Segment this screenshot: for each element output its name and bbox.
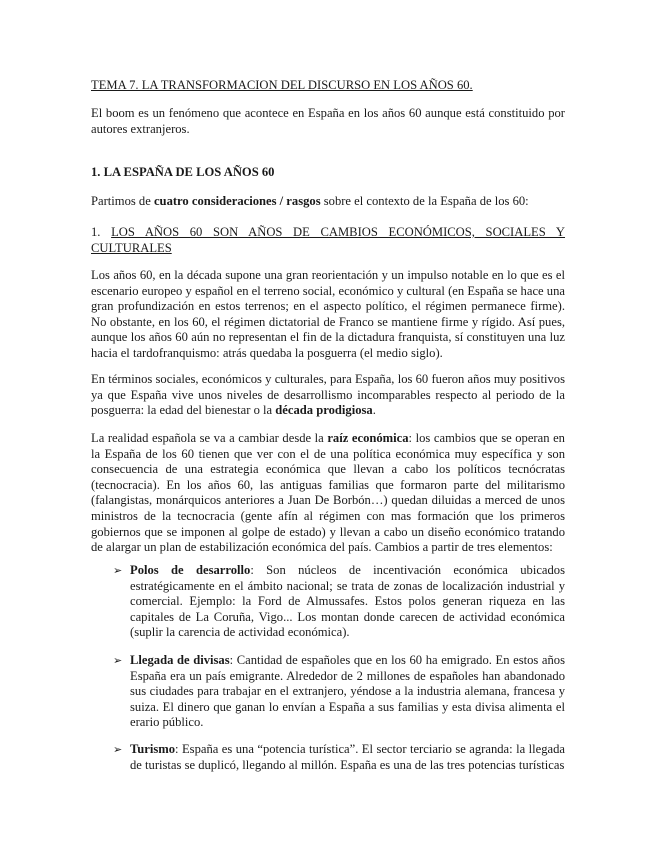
paragraph-3-text: La realidad española se va a cambiar desde la xyxy=(91,431,328,445)
paragraph-1: Los años 60, en la década supone una gran reorientación y un impulso notable en lo que es el escenario europeo y español en el terreno social, económico y cultural (en España se hace una gran profundización en estos terrenos; en el aspecto político, el régimen permanece firme). No obstante, en los 60, el régimen dictatorial de Franco se mantiene firme y rígido. Así pues, aunque los años 60 aún no representan el fin de la dictadura franquista, sí constituyen una luz hacia el tardofranquismo: atrás quedaba la posguerra (el medio siglo). xyxy=(91,268,565,360)
intro-paragraph: El boom es un fenómeno que acontece en España en los años 60 aunque está constituido por autores extranjeros. xyxy=(91,106,565,136)
bullet-item xyxy=(130,563,565,641)
bullet-label: Llegada de divisas xyxy=(130,653,230,667)
paragraph-2-end: . xyxy=(372,403,376,418)
considerations-paragraph xyxy=(91,194,565,210)
paragraph-3-bold: raíz económica xyxy=(327,431,409,445)
paragraph-3-rest: : los cambios que se operan en la España de los 60 tienen que ver con el de una política económica muy específica y son consecuencia de una estrategia económica que llevan a cabo los políticos tecnócratas (tecnocracia). En los años 60, las antiguas familias que formaron parte del militarismo (falangistas, monárquicos anteriores a Juan De Borbón…) quedan diluidas a merced de unos ministros de la tecnocracia (gente afín al régimen con mas formación que los primeros gobiernos que se imponen al golpe de estado) y llevan a cabo un diseño económico tratando de alargar un plan de estabilización económica del país. Cambios a partir de tres elementos: xyxy=(91,431,565,555)
bullet-body: : Cantidad de españoles que en los 60 ha emigrado. En estos años España era un país emigrante. Alrededor de 2 millones de españoles han abandonado sus ciudades para trabajar en el extranjero, yéndose a la industria alemana, francesa y suiza. El dinero que ganan lo envían a España a sus familias y esta divisa alimenta el erario público. xyxy=(130,653,566,730)
subsection-heading xyxy=(91,225,565,256)
considerations-bold: cuatro consideraciones / rasgos xyxy=(153,194,321,208)
bullet-body: : Son núcleos de incentivación económica ubicados estratégicamente en el ámbito nacional; se trata de zonas de localización industrial y comercial. Ejemplo: la Ford de Almussafes. Estos polos generan riqueza en las capitales de La Coruña, Vigo... Los montan donde carecen de actividad económica (suplir la carencia de actividad económica). xyxy=(130,563,565,640)
arrow-bullet-icon: ➢ xyxy=(113,743,123,756)
paragraph-2-text: En términos sociales, económicos y culturales, para España, los 60 fueron años muy positivos ya que España vive unos niveles de desarrollismo incomparables respecto al periodo de la posguerra: la edad del bienestar o la xyxy=(91,372,565,418)
bullet-body: : España es una “potencia turística”. El sector terciario se agranda: la llegada de turistas se duplicó, llegando al millón. España es una de las tres potencias turísticas xyxy=(130,742,565,772)
document-title: TEMA 7. LA TRANSFORMACION DEL DISCURSO EN LOS AÑOS 60. xyxy=(91,78,473,92)
bullet-item xyxy=(130,653,565,731)
considerations-pre: Partimos de xyxy=(91,194,154,208)
bullet-label: Polos de desarrollo xyxy=(130,563,251,577)
section-heading: 1. LA ESPAÑA DE LOS AÑOS 60 xyxy=(91,165,275,179)
arrow-bullet-icon: ➢ xyxy=(113,654,123,667)
arrow-bullet-icon: ➢ xyxy=(113,564,123,577)
bullet-item xyxy=(130,742,565,773)
paragraph-2 xyxy=(91,372,565,419)
bullet-label: Turismo xyxy=(130,742,176,756)
paragraph-3 xyxy=(91,431,565,556)
subsection-number: 1. xyxy=(91,225,112,239)
subsection-title: LOS AÑOS 60 SON AÑOS DE CAMBIOS ECONÓMICOS, SOCIALES Y CULTURALES xyxy=(91,225,566,255)
paragraph-2-bold: década prodigiosa xyxy=(275,403,373,418)
considerations-post: sobre el contexto de la España de los 60: xyxy=(320,194,529,208)
